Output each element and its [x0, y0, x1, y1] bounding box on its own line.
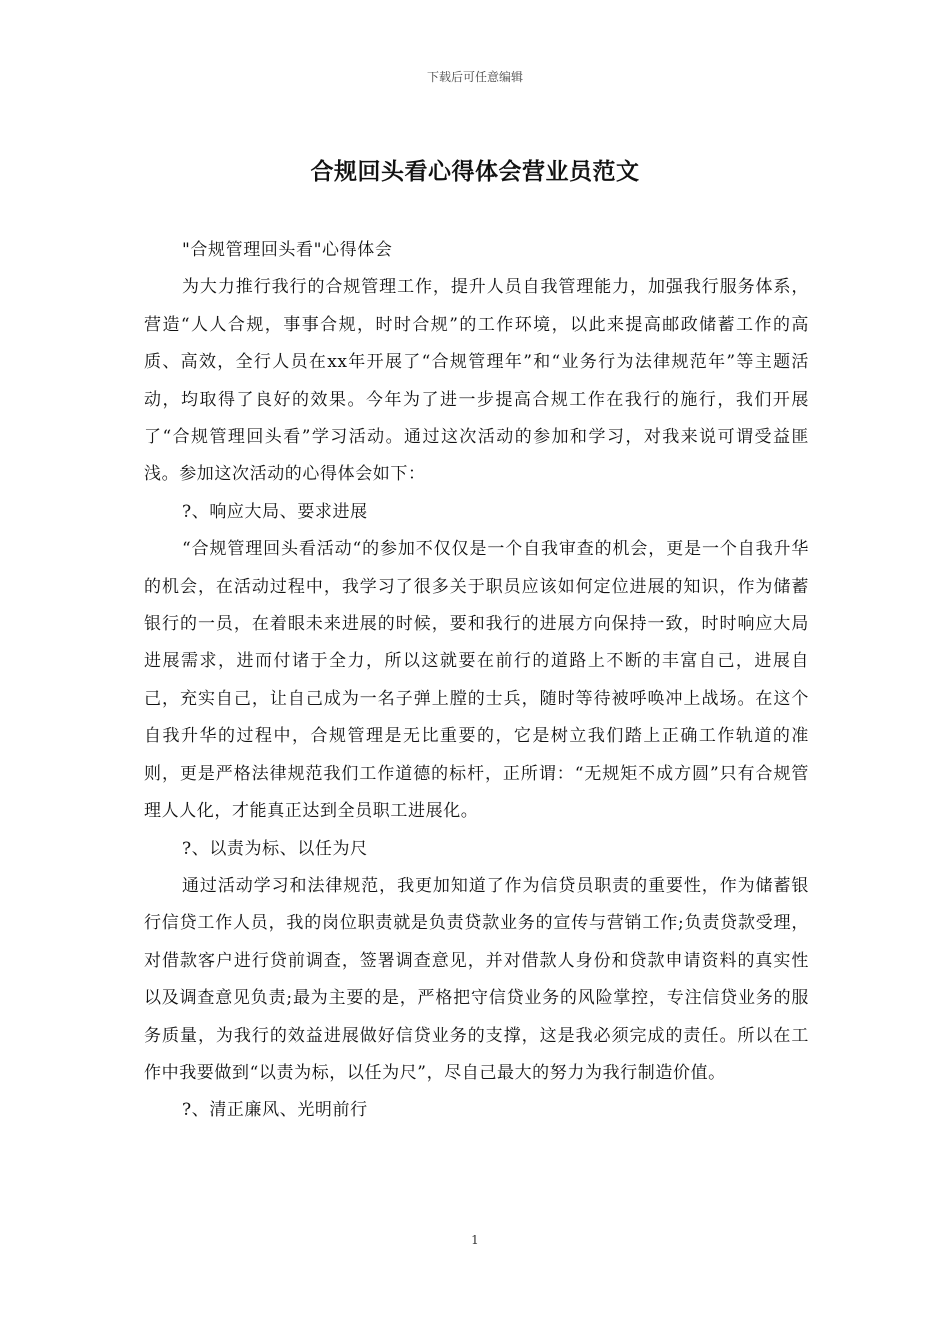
- document-body: [144, 232, 809, 1130]
- subtitle-paragraph: "合规管理回头看"心得体会: [182, 240, 393, 260]
- document-title: 合规回头看心得体会营业员范文: [310, 159, 640, 185]
- page-number: 1: [471, 1233, 479, 1247]
- intro-paragraph: 为大力推行我行的合规管理工作，提升人员自我管理能力，加强我行服务体系，营造“人人合规，事事合规，时时合规”的工作环境，以此来提高邮政储蓄工作的高质、高效，全行人员在xx年开展了“合规管理年”和“业务行为法律规范年”等主题活动，均取得了良好的效果。今年为了进一步提高合规工作在我行的施行，我们开展了“合规管理回头看”学习活动。通过这次活动的参加和学习，对我来说可谓受益匪浅。参加这次活动的心得体会如下：: [144, 277, 809, 485]
- page-header-note: 下载后可任意编辑: [426, 70, 523, 84]
- section-heading-3: ?、清正廉风、光明前行: [182, 1100, 368, 1121]
- section-heading-2: ?、以责为标、以任为尺: [182, 838, 368, 859]
- section-heading-1: ?、响应大局、要求进展: [182, 501, 368, 522]
- section-2-paragraph: 通过活动学习和法律规范，我更加知道了作为信贷员职责的重要性，作为储蓄银行信贷工作人员，我的岗位职责就是负责贷款业务的宣传与营销工作;负责贷款受理，对借款客户进行贷前调查，签署调查意见，并对借款人身份和贷款申请资料的真实性以及调查意见负责;最为主要的是，严格把守信贷业务的风险掌控，专注信贷业务的服务质量，为我行的效益进展做好信贷业务的支撑，这是我必须完成的责任。所以在工作中我要做到“以责为标，以任为尺”，尽自己最大的努力为我行制造价值。: [144, 875, 809, 1083]
- section-1-paragraph: “合规管理回头看活动“的参加不仅仅是一个自我审查的机会，更是一个自我升华的机会，在活动过程中，我学习了很多关于职员应该如何定位进展的知识，作为储蓄银行的一员，在着眼未来进展的时候，要和我行的进展方向保持一致，时时响应大局进展需求，进而付诸于全力，所以这就要在前行的道路上不断的丰富自己，进展自己，充实自己，让自己成为一名子弹上膛的士兵，随时等待被呼唤冲上战场。在这个自我升华的过程中，合规管理是无比重要的，它是树立我们踏上正确工作轨道的准则，更是严格法律规范我们工作道德的标杆，正所谓：“无规矩不成方圆”只有合规管理人人化，才能真正达到全员职工进展化。: [144, 539, 809, 822]
